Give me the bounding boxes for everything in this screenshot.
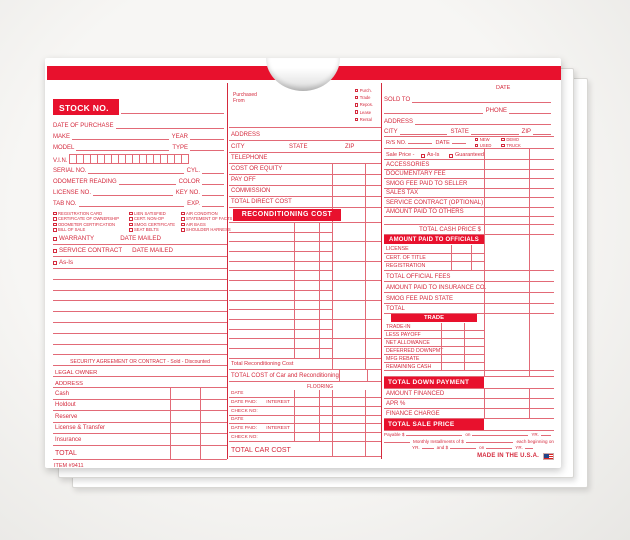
recon-table-row <box>229 262 381 272</box>
us-flag-icon <box>543 453 554 460</box>
recon-table-row <box>229 301 381 311</box>
checkbox-icon <box>475 144 479 148</box>
license-key-row <box>53 186 227 197</box>
recon-table-row <box>229 223 381 233</box>
date-of-purchase-label: DATE OF PURCHASE <box>53 123 114 129</box>
checkbox-icon <box>181 217 185 221</box>
smog-fee-state-row: SMOG FEE PAID STATE <box>384 293 554 304</box>
checkbox-icon <box>355 110 359 114</box>
amount-financed-row: AMOUNT FINANCED <box>384 389 554 399</box>
reconditioning-cost-banner: RECONDITIONING COST <box>233 209 341 221</box>
checkbox-icon <box>53 261 57 265</box>
pay-off-row: PAY OFF <box>229 175 381 186</box>
city-state-zip-row: CITY STATE ZIP <box>384 126 554 137</box>
flooring-date-paid-row: DATE PAID: INTEREST <box>229 424 381 433</box>
stock-no-line <box>121 110 224 114</box>
warranty-label: WARRANTY <box>59 235 95 242</box>
total-sale-price-row <box>384 419 554 431</box>
legal-owner-row: LEGAL OWNER <box>53 366 227 377</box>
cost-or-equity-row: COST OR EQUITY <box>229 164 381 175</box>
date-mailed-label: DATE MAILED <box>120 235 161 242</box>
total-car-cost-row: TOTAL CAR COST <box>229 442 381 457</box>
note-line <box>53 269 227 280</box>
city-state-zip-row: CITY STATE ZIP <box>229 141 381 153</box>
chk-lease: Lease <box>355 110 373 115</box>
fee-row-service-contract: SERVICE CONTRACT (OPTIONAL) <box>384 198 554 208</box>
service-contract-label: SERVICE CONTRACT <box>59 247 123 254</box>
checkbox-icon <box>355 103 359 107</box>
flooring-date-row: DATE <box>229 390 381 399</box>
doc-odometer-certification: ODOMETER CERTIFICATION <box>53 222 129 227</box>
recon-table-row <box>229 291 381 301</box>
recon-table-row <box>229 320 381 330</box>
doc-cert-non-op: CERT. NON-OP <box>129 216 181 221</box>
date-label: DATE <box>496 85 511 91</box>
total-official-fees-row: TOTAL OFFICIAL FEES <box>384 271 554 282</box>
recon-table-row <box>229 330 381 340</box>
chk-used: USED <box>475 143 492 148</box>
flooring-date-paid-row: DATE PAID: INTEREST <box>229 398 381 407</box>
item-number: ITEM #9411 <box>54 462 84 469</box>
total-recon-row: Total Reconditioning Cost <box>229 359 381 370</box>
security-agreement-header: SECURITY AGREEMENT OR CONTRACT - Sold - Discounted <box>53 355 227 366</box>
payable-line-3: YR. and $ on YR. <box>384 444 554 451</box>
rs-no-label: R/S NO. <box>386 139 407 146</box>
checkbox-icon <box>53 223 57 227</box>
total-cost-row: TOTAL COST of Car and Reconditioning <box>229 370 381 382</box>
recon-table-row <box>229 310 381 320</box>
doc-lien-satisfied: LIEN SATISFIED <box>129 211 181 216</box>
tab-no-label: TAB NO. <box>53 201 77 207</box>
ledger-row-holdout: Holdout <box>53 400 227 412</box>
doc-registration-card: REGISTRATION CARD <box>53 211 129 216</box>
total-cash-price-row: TOTAL CASH PRICE $ <box>384 225 554 235</box>
serial-cyl-row <box>53 164 227 175</box>
sold-to-label: SOLD TO <box>384 97 411 103</box>
amount-paid-officials-banner: AMOUNT PAID TO OFFICIALS <box>384 235 484 244</box>
doc-bill-of-sale: BILL OF SALE <box>53 227 129 232</box>
made-in-usa-label: MADE IN THE U.S.A. <box>477 453 539 459</box>
total-row: TOTAL <box>384 304 554 314</box>
checkbox-icon <box>53 217 57 221</box>
ledger-row-reserve: Reserve <box>53 411 227 423</box>
flooring-check-no-row: CHECK NO: <box>229 433 381 442</box>
doc-certificate-ownership: CERTIFICATE OF OWNERSHIP <box>53 216 129 221</box>
official-row-registration: REGISTRATION <box>384 262 554 271</box>
checkbox-icon <box>501 144 505 148</box>
checkbox-icon <box>355 118 359 122</box>
make-year-row <box>53 130 227 141</box>
trade-row-remaining-cash: REMAINING CASH <box>384 363 554 371</box>
checkbox-icon <box>181 228 185 232</box>
as-is-row <box>53 257 227 269</box>
phone-label: PHONE <box>485 108 507 114</box>
rs-date-label: DATE <box>435 139 450 146</box>
checkbox-icon <box>53 249 57 253</box>
vin-row <box>53 152 227 164</box>
payable-line-2: Monthly Installments of $ each beginning on <box>384 437 554 444</box>
ledger-row-insurance: Insurance <box>53 434 227 446</box>
total-down-payment-banner: TOTAL DOWN PAYMENT <box>384 377 484 388</box>
checkbox-icon <box>53 237 57 241</box>
checkbox-icon <box>53 228 57 232</box>
checkbox-icon <box>53 212 57 216</box>
total-sale-price-banner: TOTAL SALE PRICE <box>384 419 484 430</box>
stock-no-row <box>53 91 227 115</box>
chk-new: NEW <box>475 137 492 142</box>
flooring-date-row: DATE <box>229 416 381 425</box>
model-label: MODEL <box>53 145 75 151</box>
official-row-license: LICENSE <box>384 245 554 254</box>
checkbox-icon <box>181 223 185 227</box>
note-line <box>53 312 227 323</box>
fee-row-accessories: ACCESSORIES <box>384 160 554 170</box>
chk-demo: DEMO <box>501 137 520 142</box>
note-line <box>53 334 227 345</box>
commission-row: COMMISSION <box>229 186 381 197</box>
doc-shoulder-harness: SHOULDER HARNESS <box>181 227 227 232</box>
checkbox-icon <box>449 154 453 158</box>
doc-statement-of-facts: STATEMENT OF FACTS <box>181 216 227 221</box>
note-line <box>53 323 227 334</box>
address-row <box>384 115 554 126</box>
apr-row: APR % <box>384 399 554 409</box>
note-line <box>53 345 227 356</box>
trade-row-mfg-rebate: MFG REBATE <box>384 355 554 363</box>
ledger-total-row: TOTAL <box>53 446 227 460</box>
recon-table-row <box>229 252 381 262</box>
document-checklist <box>53 211 233 233</box>
stock-no-label: STOCK NO. <box>53 99 119 115</box>
doc-air-bags: AIR BAGS <box>181 222 227 227</box>
telephone-row: TELEPHONE <box>229 153 381 164</box>
recon-table-row <box>229 242 381 252</box>
chk-purch: Purch. <box>355 88 373 93</box>
cost-section <box>227 83 381 459</box>
ledger-row-license-transfer: License & Transfer <box>53 423 227 435</box>
cyl-label: CYL. <box>186 168 200 174</box>
total-direct-cost-row: TOTAL DIRECT COST <box>229 197 381 208</box>
trade-row-deferred-downpmt: DEFERRED DOWNPMT <box>384 347 554 355</box>
trade-row-trade-in: TRADE-IN <box>384 323 554 331</box>
model-type-row <box>53 141 227 152</box>
checkbox-icon <box>129 223 133 227</box>
tab-exp-row <box>53 197 227 208</box>
odometer-label: ODOMETER READING <box>53 179 117 185</box>
trade-banner: TRADE <box>391 314 477 322</box>
official-row-cert-title: CERT. OF TITLE <box>384 254 554 263</box>
year-label: YEAR <box>171 134 188 140</box>
made-in-usa-row <box>384 452 554 460</box>
note-line <box>53 301 227 312</box>
type-label: TYPE <box>172 145 188 151</box>
blank-row <box>384 217 554 225</box>
reconditioning-banner-row <box>229 208 381 223</box>
make-label: MAKE <box>53 134 71 140</box>
note-line <box>53 280 227 291</box>
finance-charge-row: FINANCE CHARGE <box>384 409 554 419</box>
trade-row-less-payoff: LESS PAYOFF <box>384 331 554 339</box>
phone-row <box>384 104 554 115</box>
warranty-row <box>53 233 227 245</box>
as-is-label: As-Is <box>59 259 74 266</box>
sale-price-row: Sale Price - As-Is Guaranteed <box>384 149 554 160</box>
date-mailed-label: DATE MAILED <box>132 247 173 254</box>
checkbox-icon <box>355 89 359 93</box>
checkbox-icon <box>475 138 479 142</box>
color-label: COLOR <box>178 179 200 185</box>
officials-banner-row <box>384 235 554 245</box>
payable-line-1: Payable $ on YR. <box>384 431 554 438</box>
license-no-label: LICENSE NO. <box>53 190 92 196</box>
chk-repos: Repos. <box>355 102 373 107</box>
flooring-label: FLOORING <box>306 383 334 390</box>
chk-rental: Rental <box>355 117 373 122</box>
insurance-co-row: AMOUNT PAID TO INSURANCE CO. <box>384 282 554 293</box>
service-contract-row <box>53 245 227 257</box>
condition-checkboxes <box>475 137 521 148</box>
recon-table-row <box>229 349 381 359</box>
doc-seat-belts: SEAT BELTS <box>129 227 181 232</box>
vin-label: V.I.N. <box>53 158 68 164</box>
recon-table-row <box>229 339 381 349</box>
address-row: ADDRESS <box>53 377 227 388</box>
serial-no-label: SERIAL NO. <box>53 168 87 174</box>
trade-row-net-allowance: NET ALLOWANCE <box>384 339 554 347</box>
checkbox-icon <box>181 212 185 216</box>
checkbox-icon <box>501 138 505 142</box>
recon-table-row <box>229 281 381 291</box>
checkbox-icon <box>129 212 133 216</box>
purchase-type-checkboxes <box>355 88 373 124</box>
exp-label: EXP. <box>187 201 200 207</box>
total-down-payment-row <box>384 377 554 389</box>
ledger-row-cash: Cash <box>53 388 227 400</box>
odometer-color-row <box>53 175 227 186</box>
recon-table-row <box>229 233 381 243</box>
fee-row-smog-seller: SMOG FEE PAID TO SELLER <box>384 179 554 189</box>
address-row: ADDRESS <box>229 128 381 141</box>
doc-smog-certificate: SMOG CERTIFICATE <box>129 222 181 227</box>
trade-banner-row <box>384 314 554 323</box>
checkbox-icon <box>421 154 425 158</box>
doc-air-condition: AIR CONDITION <box>181 211 227 216</box>
sold-to-row <box>384 93 554 104</box>
chk-truck: TRUCK <box>501 143 520 148</box>
address-label: ADDRESS <box>384 119 414 125</box>
date-of-purchase-row <box>53 119 227 130</box>
recon-table-row <box>229 271 381 281</box>
checkbox-icon <box>355 96 359 100</box>
fee-row-paid-to-others: AMOUNT PAID TO OTHERS <box>384 208 554 218</box>
vehicle-info-section <box>53 83 233 469</box>
fee-row-documentary: DOCUMENTARY FEE <box>384 170 554 180</box>
chk-trade: Trade <box>355 95 373 100</box>
purchased-from-label: Purchased From <box>233 92 257 104</box>
sale-section <box>381 83 561 459</box>
purchased-from-block <box>229 83 381 128</box>
checkbox-icon <box>129 228 133 232</box>
checkbox-icon <box>129 217 133 221</box>
flooring-check-no-row: CHECK NO: <box>229 407 381 416</box>
key-no-label: KEY NO. <box>175 190 200 196</box>
deal-jacket-form <box>45 58 561 468</box>
fee-row-sales-tax: SALES TAX <box>384 189 554 199</box>
note-line <box>53 291 227 302</box>
rs-no-row <box>384 137 554 149</box>
